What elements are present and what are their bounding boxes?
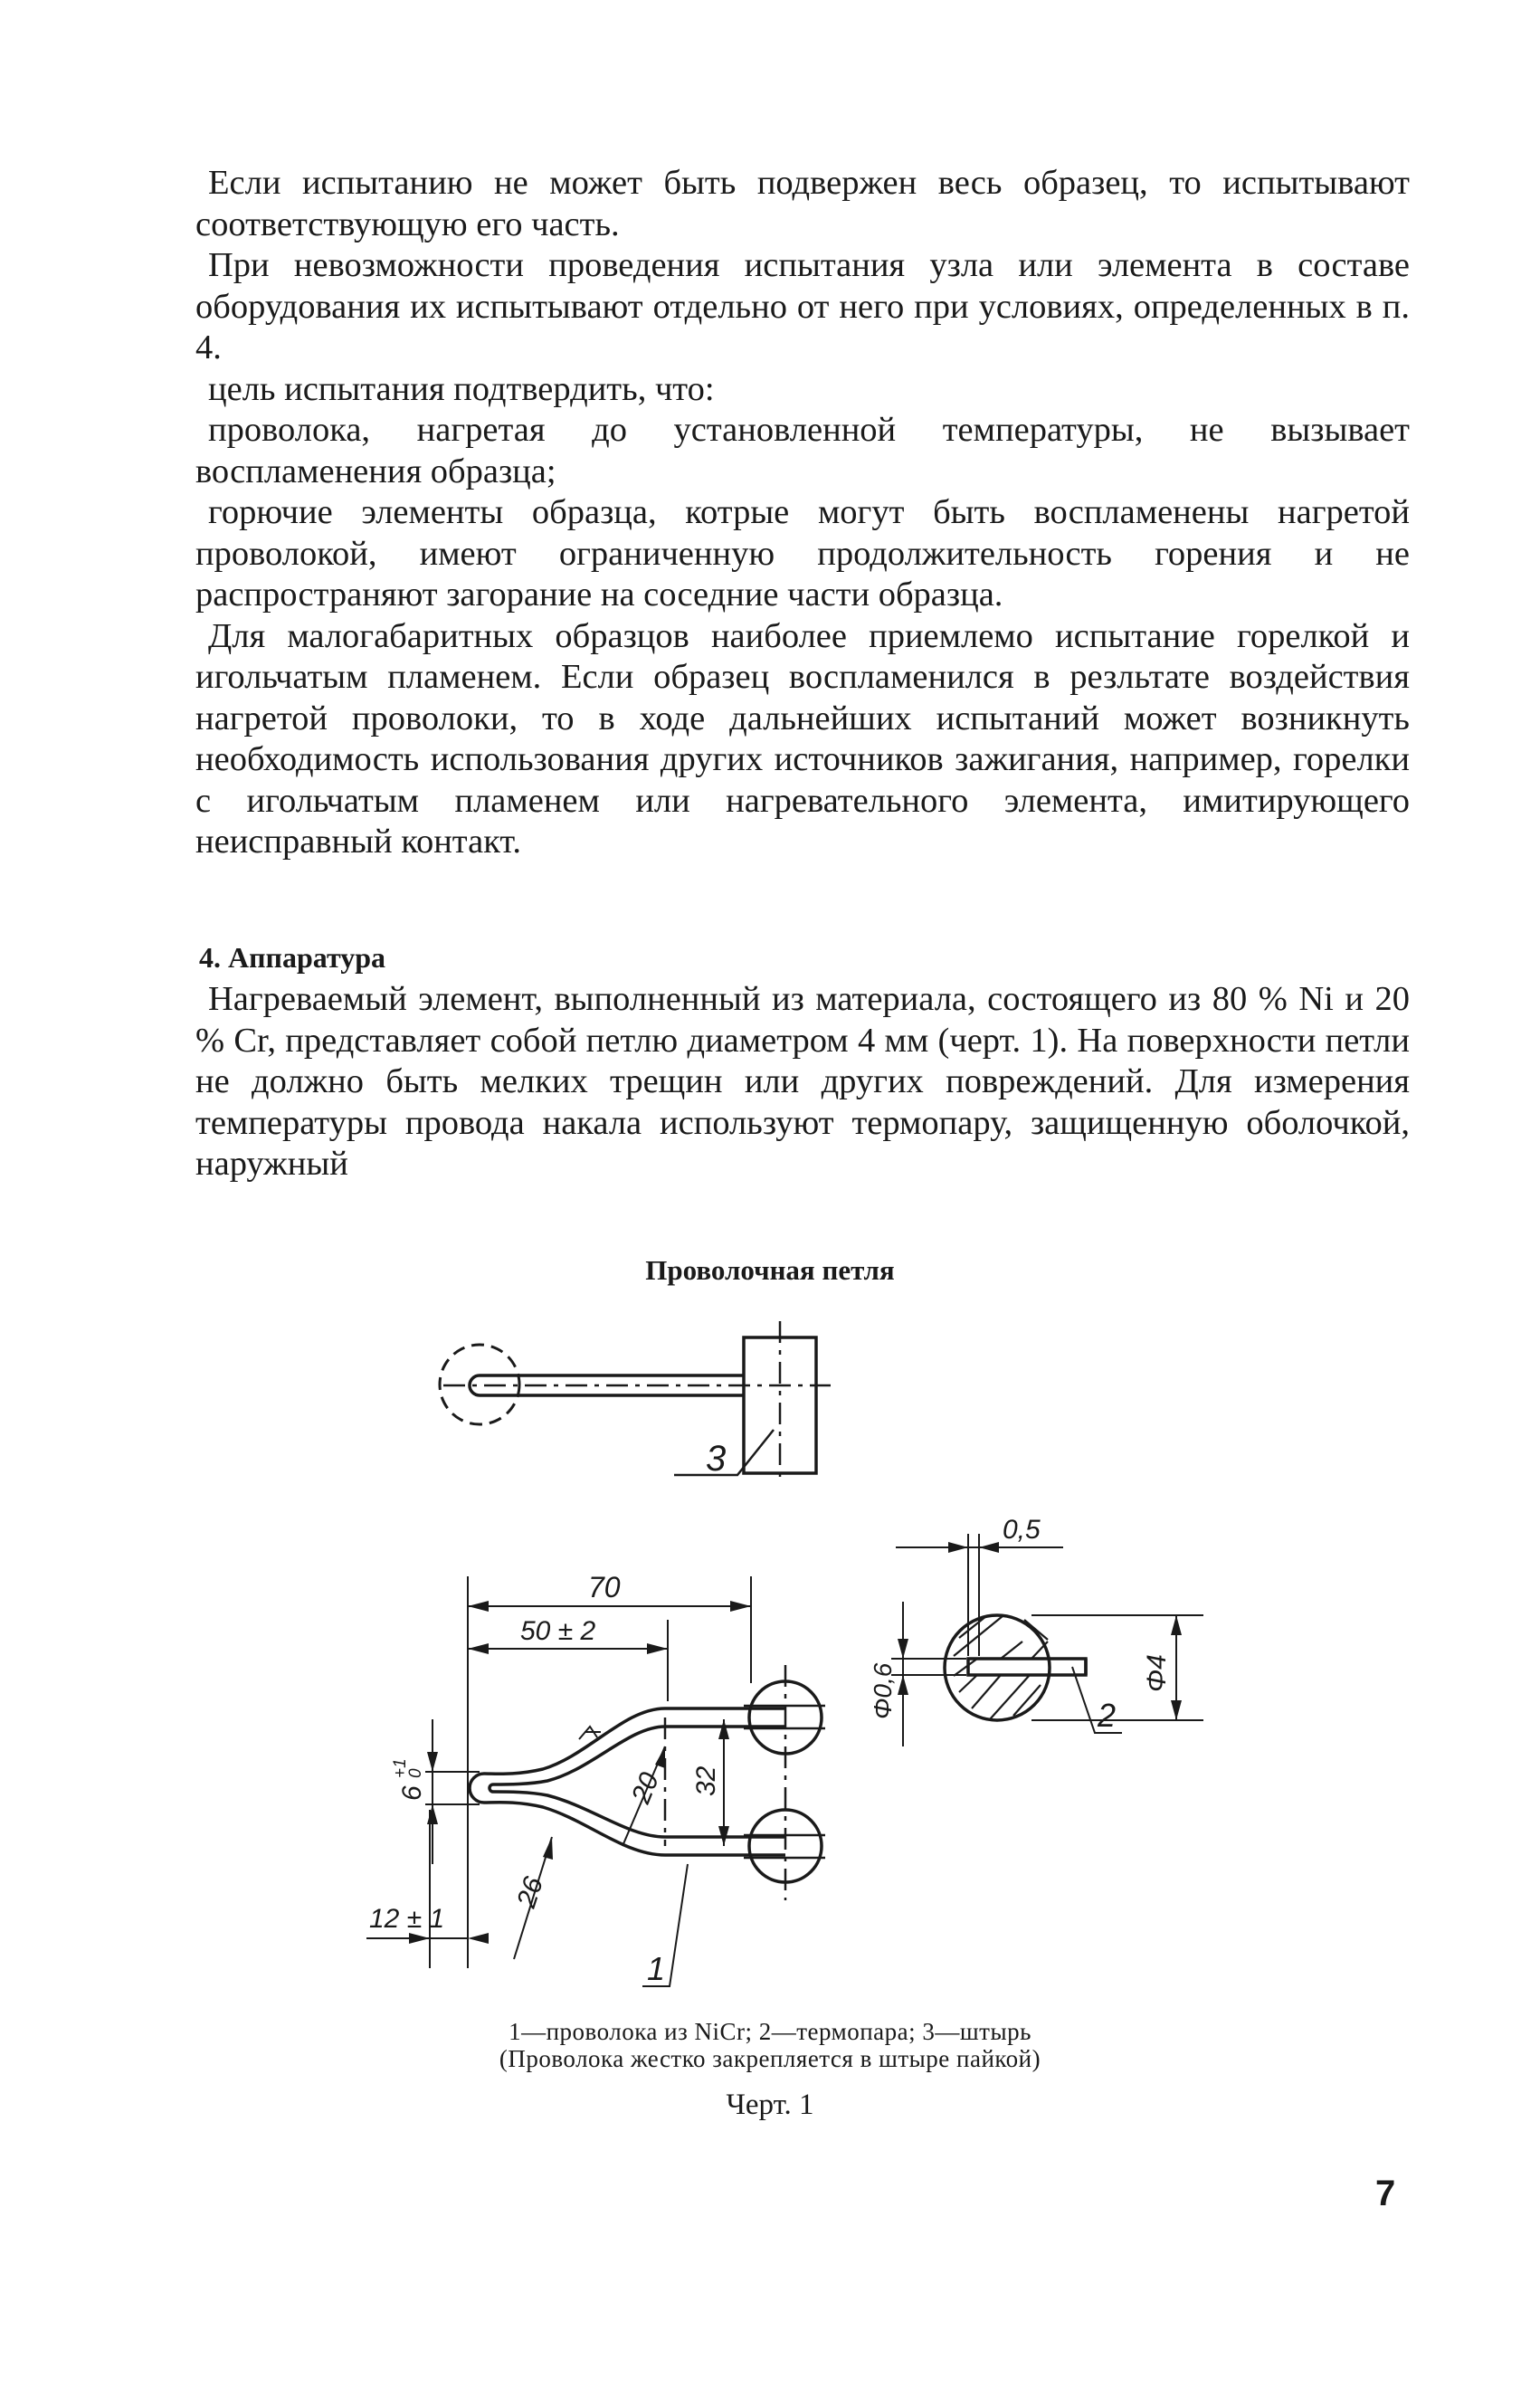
dim-tip-gap-tol-lower: 0 <box>406 1768 425 1778</box>
dim-tip-offset: 12 ± 1 <box>369 1904 445 1934</box>
figure-number: Черт. 1 <box>726 2089 814 2121</box>
dim-section-diameter: Φ4 <box>1142 1654 1172 1692</box>
figure-caption <box>0 2018 1540 2072</box>
paragraph: Для малогабаритных образцов наиболее приемлемо испытание горелкой и игольчатым пламенем. Если образец воспламенился в резльтате воздействия нагретой проволоки, то в ходе дальнейших испытаний может возникнуть необходимость использования других источников зажигания, например, горелки с игольчатым пламенем или нагревательного элемента, имитирующего неисправный контакт. <box>195 616 1410 861</box>
paragraph: горючие элементы образца, котрые могут быть воспламенены нагретой проволокой, имеют ограниченную продолжительность горения и не распространяют загорание на соседние части образца. <box>195 493 1410 614</box>
caption-note: (Проволока жестко закрепляется в штыре пайкой) <box>499 2045 1041 2072</box>
callout-3: 3 <box>706 1439 727 1479</box>
paragraph: цель испытания подтвердить, что: <box>208 369 715 408</box>
callout-1: 1 <box>647 1950 666 1987</box>
paragraph: При невозможности проведения испытания узла или элемента в составе оборудования их испытывают отдельно от него при условиях, определенных в п. 4. <box>195 246 1410 366</box>
dim-hole-diameter: Φ0,6 <box>869 1662 897 1719</box>
cross-section-view <box>891 1534 1203 1746</box>
paragraph: проволока, нагретая до установленной температуры, не вызывает воспламенения образца; <box>195 411 1410 490</box>
body-text-section <box>195 979 1410 1185</box>
caption-legend: 1—проволока из NiCr; 2—термопара; 3—штырь <box>509 2018 1031 2045</box>
paragraph: Нагреваемый элемент, выполненный из материала, состоящего из 80 % Ni и 20 % Cr, представляет собой петлю диаметром 4 мм (черт. 1). На поверхности петли не должно быть мелких трещин или других повреждений. Для измерения температуры провода накала используют термопару, защищенную оболочкой, наружный <box>195 980 1410 1183</box>
figure-title: Проволочная петля <box>645 1254 895 1286</box>
page-number: 7 <box>1375 2174 1396 2213</box>
dim-bend-radius: 20 <box>625 1768 665 1808</box>
dim-tip-gap-tol-upper: +1 <box>391 1758 410 1778</box>
dim-section-width: 0,5 <box>1003 1515 1041 1545</box>
top-view <box>440 1321 831 1484</box>
dim-spacing: 32 <box>691 1765 721 1796</box>
dim-tip-gap: 6 <box>397 1785 427 1801</box>
section-heading: 4. Аппаратура <box>199 941 386 974</box>
paragraph: Если испытанию не может быть подвержен весь образец, то испытывают соответствующую его часть. <box>195 164 1410 243</box>
dim-length-partial: 50 ± 2 <box>520 1616 596 1646</box>
callout-2: 2 <box>1098 1697 1117 1734</box>
wire-loop-drawing <box>369 1312 1212 2398</box>
dim-length-total: 70 <box>588 1571 621 1603</box>
dim-bend-length: 26 <box>511 1873 549 1912</box>
body-text-top <box>195 163 1410 863</box>
